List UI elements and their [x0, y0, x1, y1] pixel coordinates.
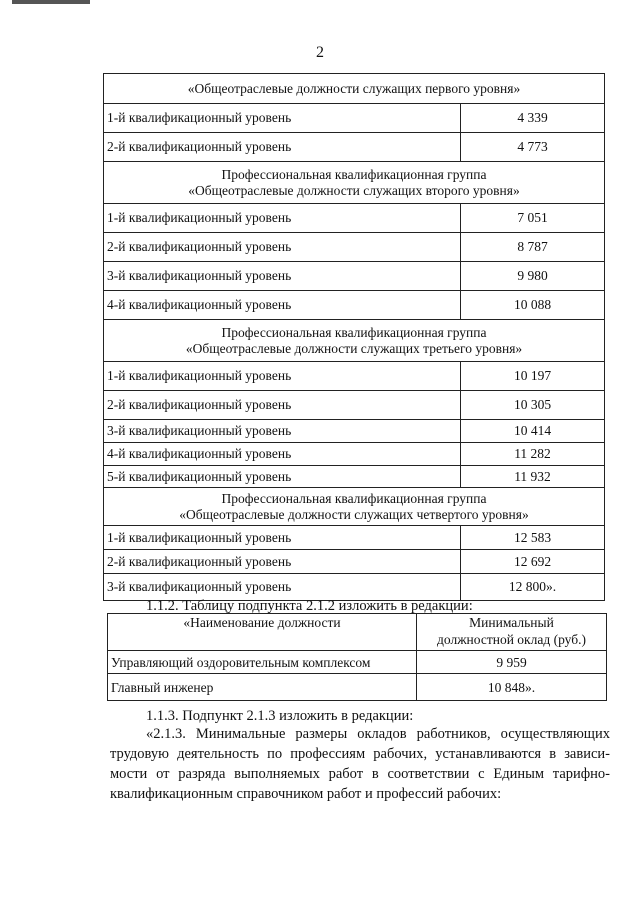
group-header-line2: «Общеотраслевые должности служащих четвертого уровня» [179, 506, 529, 522]
group3-header [104, 320, 605, 362]
paragraph-1-1-2: 1.1.2. Таблицу подпункта 2.1.2 изложить в редакции: [146, 598, 473, 614]
paragraph-line: трудовую деятельность по профессиям рабочих, устанавливаются в зависи- [110, 746, 610, 762]
salary-header-line2: должностной оклад (руб.) [437, 632, 586, 647]
level-salary: 12 583 [461, 526, 605, 550]
level-name: 1-й квалификационный уровень [104, 362, 461, 391]
table-row [104, 291, 605, 320]
level-name: 2-й квалификационный уровень [104, 391, 461, 420]
level-name: 1-й квалификационный уровень [104, 104, 461, 133]
table-header-row [108, 614, 607, 651]
level-name: 1-й квалификационный уровень [104, 204, 461, 233]
level-name: 2-й квалификационный уровень [104, 550, 461, 574]
table-row [104, 362, 605, 391]
salary-levels-table [103, 73, 605, 601]
group-header-line2: «Общеотраслевые должности служащих второго уровня» [188, 182, 520, 198]
position-name-header: «Наименование должности [108, 614, 417, 651]
level-name: 2-й квалификационный уровень [104, 133, 461, 162]
level-salary: 7 051 [461, 204, 605, 233]
level-salary: 12 692 [461, 550, 605, 574]
level-salary: 4 773 [461, 133, 605, 162]
group-header-line1: Профессиональная квалификационная группа [221, 324, 487, 340]
level-name: 4-й квалификационный уровень [104, 443, 461, 466]
table-row [104, 391, 605, 420]
group-header-line1: Профессиональная квалификационная группа [221, 166, 487, 182]
group-header-line1: Профессиональная квалификационная группа [221, 490, 487, 506]
level-name: 4-й квалификационный уровень [104, 291, 461, 320]
top-edge-rule [12, 0, 90, 4]
table-row [104, 162, 605, 204]
position-salary-table [107, 613, 607, 701]
level-name: 3-й квалификационный уровень [104, 420, 461, 443]
page-number: 2 [316, 44, 324, 61]
position-salary: 10 848». [417, 674, 607, 701]
level-salary: 10 414 [461, 420, 605, 443]
level-name: 1-й квалификационный уровень [104, 526, 461, 550]
level-name: 5-й квалификационный уровень [104, 466, 461, 488]
table-row [104, 262, 605, 291]
level-salary: 9 980 [461, 262, 605, 291]
table-row [104, 74, 605, 104]
level-salary: 4 339 [461, 104, 605, 133]
table-row [104, 526, 605, 550]
position-name: Управляющий оздоровительным комплексом [108, 651, 417, 674]
paragraph-line: мости от разряда выполняемых работ в соответствии с Единым тарифно- [110, 766, 610, 782]
table-row [104, 420, 605, 443]
table-row [104, 320, 605, 362]
table-row [104, 443, 605, 466]
position-name: Главный инженер [108, 674, 417, 701]
table-row [104, 550, 605, 574]
paragraph-1-1-3: 1.1.3. Подпункт 2.1.3 изложить в редакции: [146, 708, 414, 724]
group1-title: «Общеотраслевые должности служащих первого уровня» [104, 74, 605, 104]
level-salary: 8 787 [461, 233, 605, 262]
position-salary: 9 959 [417, 651, 607, 674]
table-row [104, 488, 605, 526]
table-row [104, 204, 605, 233]
level-name: 3-й квалификационный уровень [104, 574, 461, 601]
table-row [104, 133, 605, 162]
table-row [104, 466, 605, 488]
level-name: 2-й квалификационный уровень [104, 233, 461, 262]
salary-header [417, 614, 607, 651]
group2-header [104, 162, 605, 204]
level-salary: 10 305 [461, 391, 605, 420]
level-salary: 11 282 [461, 443, 605, 466]
level-name: 3-й квалификационный уровень [104, 262, 461, 291]
paragraph-line: квалификационным справочником работ и профессий рабочих: [110, 786, 502, 802]
group4-header [104, 488, 605, 526]
level-salary: 10 197 [461, 362, 605, 391]
level-salary: 10 088 [461, 291, 605, 320]
paragraph-line: «2.1.3. Минимальные размеры окладов работников, осуществляющих [146, 726, 610, 742]
salary-header-line1: Минимальный [469, 615, 554, 630]
table-row [104, 233, 605, 262]
table-row [108, 674, 607, 701]
table-row [104, 104, 605, 133]
level-salary: 11 932 [461, 466, 605, 488]
table-row [108, 651, 607, 674]
group-header-line2: «Общеотраслевые должности служащих третьего уровня» [185, 340, 523, 356]
paragraph-2-1-3 [110, 724, 610, 804]
level-salary: 12 800». [461, 574, 605, 601]
